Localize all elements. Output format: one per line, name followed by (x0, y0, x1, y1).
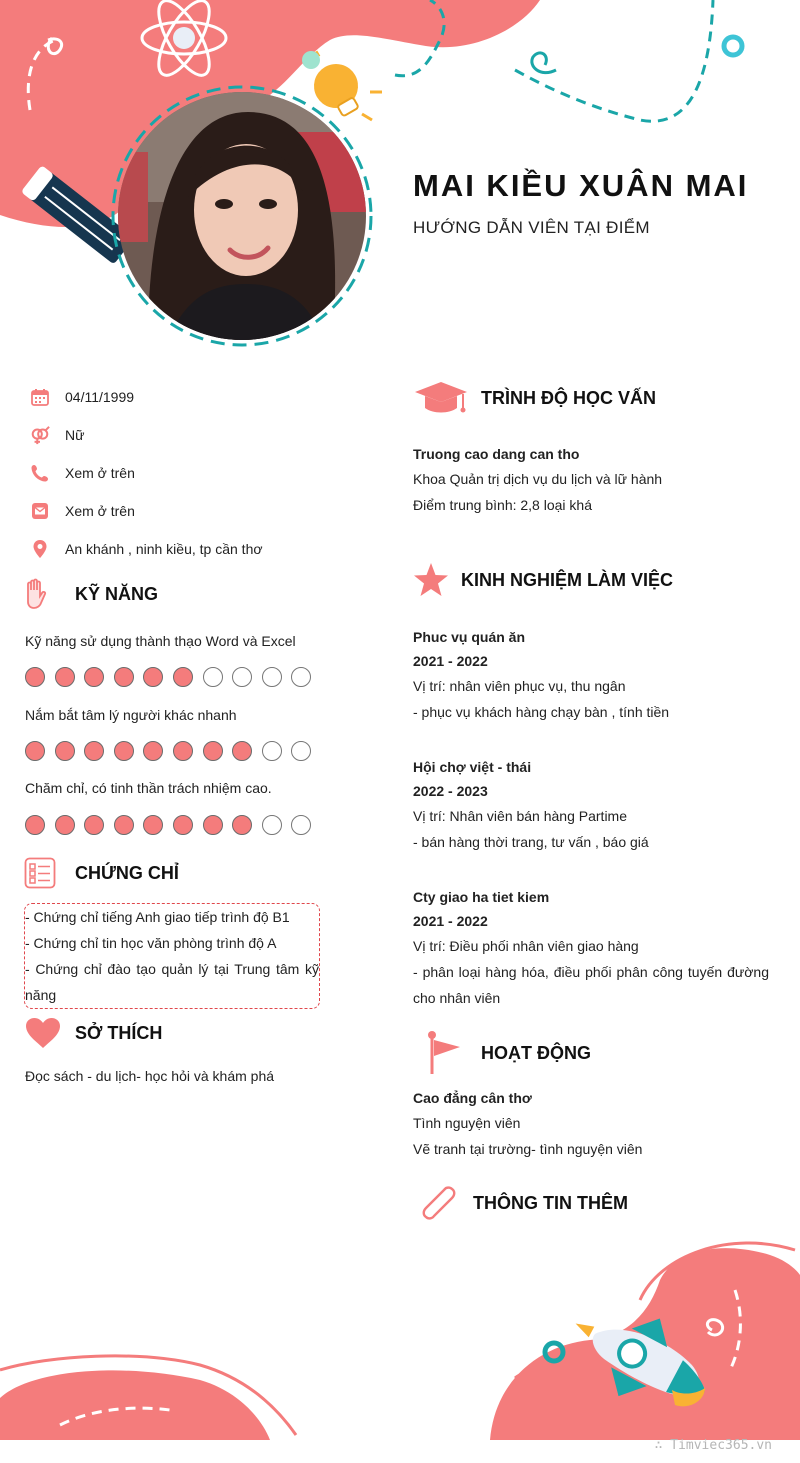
info-phone (30, 461, 135, 485)
extra-info-title: THÔNG TIN THÊM (473, 1192, 628, 1213)
teal-dashed-arc (515, 0, 713, 121)
job-period: 2021 - 2022 (413, 913, 488, 929)
profile-photo-frame (108, 82, 376, 350)
rating-dot-filled (114, 667, 134, 687)
job-position: Vị trí: nhân viên phục vụ, thu ngân (413, 678, 626, 694)
heart-icon (25, 1017, 61, 1049)
education-header (413, 380, 656, 416)
info-gender (30, 423, 85, 447)
rating-dot-empty (262, 815, 282, 835)
certificates-title: CHỨNG CHỈ (75, 862, 179, 883)
education-school: Truong cao dang can tho (413, 446, 580, 462)
certificate-line: - Chứng chỉ tin học văn phòng trình độ A (25, 935, 277, 951)
rating-dot-empty (262, 741, 282, 761)
gender-text: Nữ (65, 427, 85, 443)
certificates-header (24, 857, 179, 889)
skill-label-2: Nắm bắt tâm lý người khác nhanh (25, 707, 237, 723)
extra-info-header (416, 1182, 628, 1224)
info-birthday (30, 385, 135, 409)
experience-header (413, 562, 673, 598)
certificate-line: - Chứng chỉ tiếng Anh giao tiếp trình độ B1 (25, 909, 290, 925)
rating-dot-empty (291, 741, 311, 761)
email-text: Xem ở trên (65, 503, 135, 519)
rating-dot-empty (262, 667, 282, 687)
rating-dot-filled (84, 815, 104, 835)
skill-rating-1 (25, 667, 311, 687)
job-period: 2021 - 2022 (413, 653, 488, 669)
calendar-icon (30, 387, 50, 407)
job-period: 2022 - 2023 (413, 783, 488, 799)
job-company: Cty giao ha tiet kiem (413, 889, 550, 905)
education-title: TRÌNH ĐỘ HỌC VẤN (481, 387, 656, 408)
activities-header (420, 1030, 591, 1076)
skill-rating-3 (25, 815, 311, 835)
certificate-line: năng (25, 987, 57, 1003)
location-icon (30, 539, 50, 559)
hobbies-text: Đọc sách - du lịch- học hỏi và khám phá (25, 1068, 275, 1084)
graduation-cap-icon (413, 380, 469, 416)
skill-rating-2 (25, 741, 311, 761)
skill-label-3: Chăm chỉ, có tinh thần trách nhiệm cao. (25, 780, 272, 796)
rating-dot-filled (232, 815, 252, 835)
rating-dot-filled (232, 741, 252, 761)
activity-org: Cao đẳng cân thơ (413, 1090, 532, 1106)
rating-dot-filled (173, 815, 193, 835)
avatar (118, 92, 366, 340)
bottom-left-blob (0, 1370, 270, 1440)
info-address (30, 537, 263, 561)
rating-dot-filled (25, 815, 45, 835)
watermark: ∴ Timviec365.vn (654, 1438, 772, 1453)
job-company: Hội chợ việt - thái (413, 759, 532, 775)
rating-dot-filled (84, 667, 104, 687)
star-icon (413, 562, 449, 598)
phone-text: Xem ở trên (65, 465, 135, 481)
gender-icon (30, 425, 50, 445)
job-description-cont: cho nhân viên (413, 990, 501, 1006)
rating-dot-filled (143, 815, 163, 835)
rating-dot-filled (173, 741, 193, 761)
rating-dot-empty (291, 667, 311, 687)
job-title: HƯỚNG DẪN VIÊN TẠI ĐIỂM (413, 218, 650, 237)
watermark-text: Timviec365.vn (670, 1438, 772, 1453)
rating-dot-filled (55, 667, 75, 687)
rating-dot-filled (143, 741, 163, 761)
rating-dot-filled (143, 667, 163, 687)
info-email (30, 499, 135, 523)
rating-dot-filled (114, 741, 134, 761)
skills-title: KỸ NĂNG (75, 583, 159, 604)
activity-detail: Vẽ tranh tại trường- tình nguyện viên (413, 1141, 643, 1157)
education-gpa: Điểm trung bình: 2,8 loại khá (413, 497, 592, 513)
skills-header (22, 578, 158, 610)
teal-loop (532, 53, 556, 73)
candidate-name: MAI KIỀU XUÂN MAI (413, 168, 749, 203)
email-icon (30, 501, 50, 521)
flag-icon (420, 1030, 462, 1076)
hobbies-title: SỞ THÍCH (75, 1022, 163, 1043)
birthday-text: 04/11/1999 (65, 389, 135, 405)
checklist-icon (24, 857, 56, 889)
certificate-line: - Chứng chỉ đào tạo quản lý tại Trung tâm kỹ (25, 961, 319, 977)
rating-dot-filled (55, 741, 75, 761)
education-major: Khoa Quản trị dịch vụ du lịch và lữ hành (413, 471, 663, 487)
rating-dot-filled (84, 741, 104, 761)
rating-dot-filled (25, 741, 45, 761)
rating-dot-filled (25, 667, 45, 687)
rating-dot-filled (114, 815, 134, 835)
activity-role: Tình nguyện viên (413, 1115, 521, 1131)
experience-title: KINH NGHIỆM LÀM VIỆC (461, 569, 674, 590)
phone-icon (30, 463, 50, 483)
rating-dot-empty (232, 667, 252, 687)
skill-label-1: Kỹ năng sử dụng thành thạo Word và Excel (25, 633, 296, 649)
rating-dot-filled (203, 741, 223, 761)
hand-icon (22, 578, 50, 610)
job-description: - phục vụ khách hàng chạy bàn , tính tiền (413, 704, 670, 720)
job-description: - bán hàng thời trang, tư vấn , báo giá (413, 834, 649, 850)
rating-dot-filled (203, 815, 223, 835)
address-text: An khánh , ninh kiều, tp cần thơ (65, 541, 263, 557)
job-company: Phuc vụ quán ăn (413, 629, 526, 645)
rating-dot-empty (291, 815, 311, 835)
rating-dot-empty (203, 667, 223, 687)
paperclip-icon (416, 1182, 458, 1224)
job-position: Vị trí: Điều phối nhân viên giao hàng (413, 938, 639, 954)
rating-dot-filled (55, 815, 75, 835)
job-position: Vị trí: Nhân viên bán hàng Partime (413, 808, 628, 824)
activities-title: HOẠT ĐỘNG (481, 1042, 591, 1063)
hobbies-header (25, 1017, 162, 1049)
rating-dot-filled (173, 667, 193, 687)
job-description: - phân loại hàng hóa, điều phối phân công tuyến đường (413, 964, 769, 980)
teal-ring (724, 37, 742, 55)
